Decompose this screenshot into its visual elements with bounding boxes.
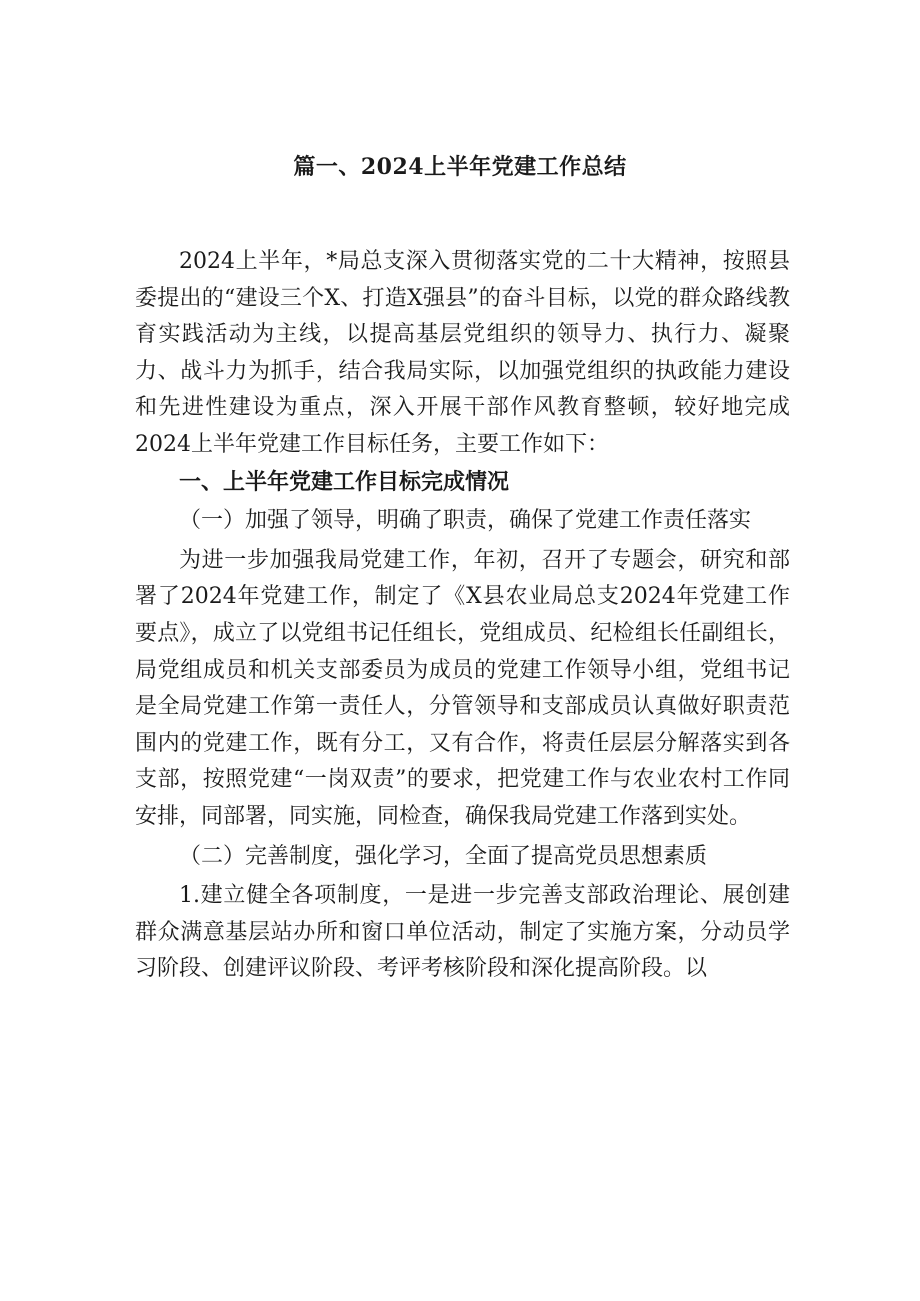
subsection-heading-1: （一）加强了领导，明确了职责，确保了党建工作责任落实 <box>179 508 752 534</box>
intro-paragraph: 2024上半年，*局总支深入贯彻落实党的二十大精神，按照县委提出的“建设三个X、打造X强县”的奋斗目标，以党的群众路线教育实践活动为主线，以提高基层党组织的领导力、执行力、凝聚力、战斗力为抓手，结合我局实际，以加强党组织的执政能力建设和先进性建设为重点，深入开展干部作风教育整顿，较好地完成2024上半年党建工作目标任务，主要工作如下： <box>135 249 790 457</box>
document-body <box>135 244 790 988</box>
subsection-2-paragraph: 1.建立健全各项制度，一是进一步完善支部政治理论、展创建群众满意基层站办所和窗口单位活动，制定了实施方案，分动员学习阶段、创建评议阶段、考评考核阶段和深化提高阶段。以 <box>135 883 790 982</box>
subsection-1-paragraph: 为进一步加强我局党建工作，年初，召开了专题会，研究和部署了2024年党建工作，制定了《X县农业局总支2024年党建工作要点》，成立了以党组书记任组长，党组成员、纪检组长任副组长，局党组成员和机关支部委员为成员的党建工作领导小组，党组书记是全局党建工作第一责任人，分管领导和支部成员认真做好职责范围内的党建工作，既有分工，又有合作，将责任层层分解落实到各支部，按照党建“一岗双责”的要求，把党建工作与农业农村工作同安排，同部署，同实施，同检查，确保我局党建工作落到实处。 <box>135 547 790 829</box>
section-heading-1: 一、上半年党建工作目标完成情况 <box>179 468 510 495</box>
subsection-heading-2: （二）完善制度，强化学习，全面了提高党员思想素质 <box>179 843 708 869</box>
document-title: 篇一、2024上半年党建工作总结 <box>293 154 627 180</box>
